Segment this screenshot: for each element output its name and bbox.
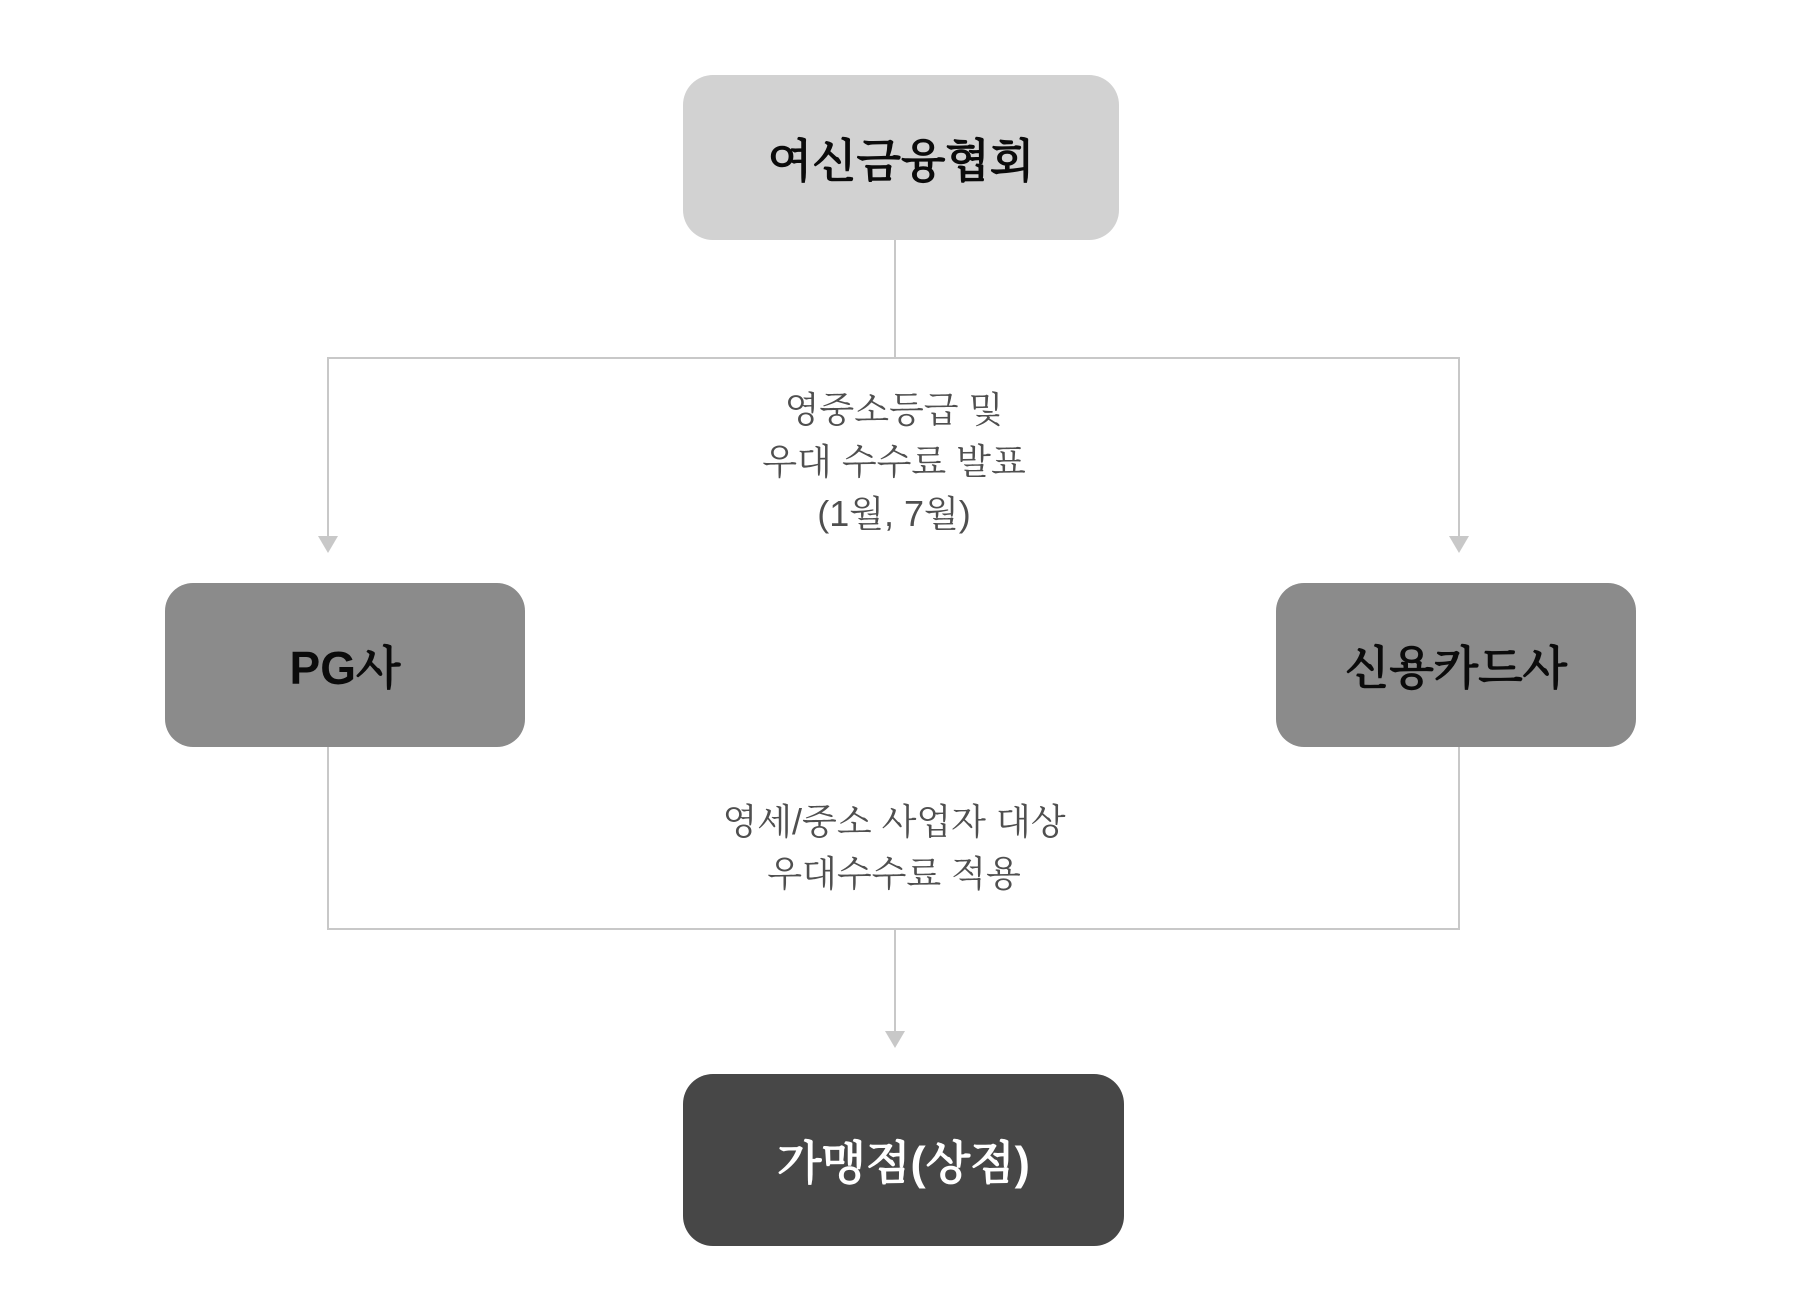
annotation-fee-announcement bbox=[594, 384, 1194, 540]
arrow-down-icon bbox=[885, 1031, 905, 1048]
arrow-down-icon bbox=[318, 536, 338, 553]
node-pg-company bbox=[165, 583, 525, 747]
arrow-down-icon bbox=[1449, 536, 1469, 553]
connector-branch-right-vertical bbox=[1458, 357, 1460, 538]
connector-merchant-stem bbox=[894, 928, 896, 1032]
node-credit-card-company bbox=[1276, 583, 1636, 747]
node-label-card: 신용카드사 bbox=[1344, 642, 1568, 694]
connector-branch-left-vertical bbox=[327, 357, 329, 538]
annotation-line: 영세/중소 사업자 대상 bbox=[722, 801, 1066, 842]
node-merchant bbox=[683, 1074, 1124, 1246]
connector-merge-right-vertical bbox=[1458, 747, 1460, 930]
connector-branch-horizontal bbox=[328, 357, 1460, 359]
annotation-line: 우대수수료 적용 bbox=[767, 853, 1021, 894]
node-label-pg: PG사 bbox=[289, 642, 401, 694]
node-label-merchant: 가맹점(상점) bbox=[777, 1137, 1030, 1189]
connector-merge-left-vertical bbox=[327, 747, 329, 930]
annotation-line: 우대 수수료 발표 bbox=[762, 441, 1026, 482]
annotation-fee-application bbox=[594, 796, 1194, 900]
annotation-line: (1월, 7월) bbox=[817, 493, 971, 534]
connector-association-stem bbox=[894, 240, 896, 359]
annotation-line: 영중소등급 및 bbox=[784, 389, 1004, 430]
node-label-association: 여신금융협회 bbox=[767, 134, 1035, 187]
node-credit-finance-association bbox=[683, 75, 1119, 240]
